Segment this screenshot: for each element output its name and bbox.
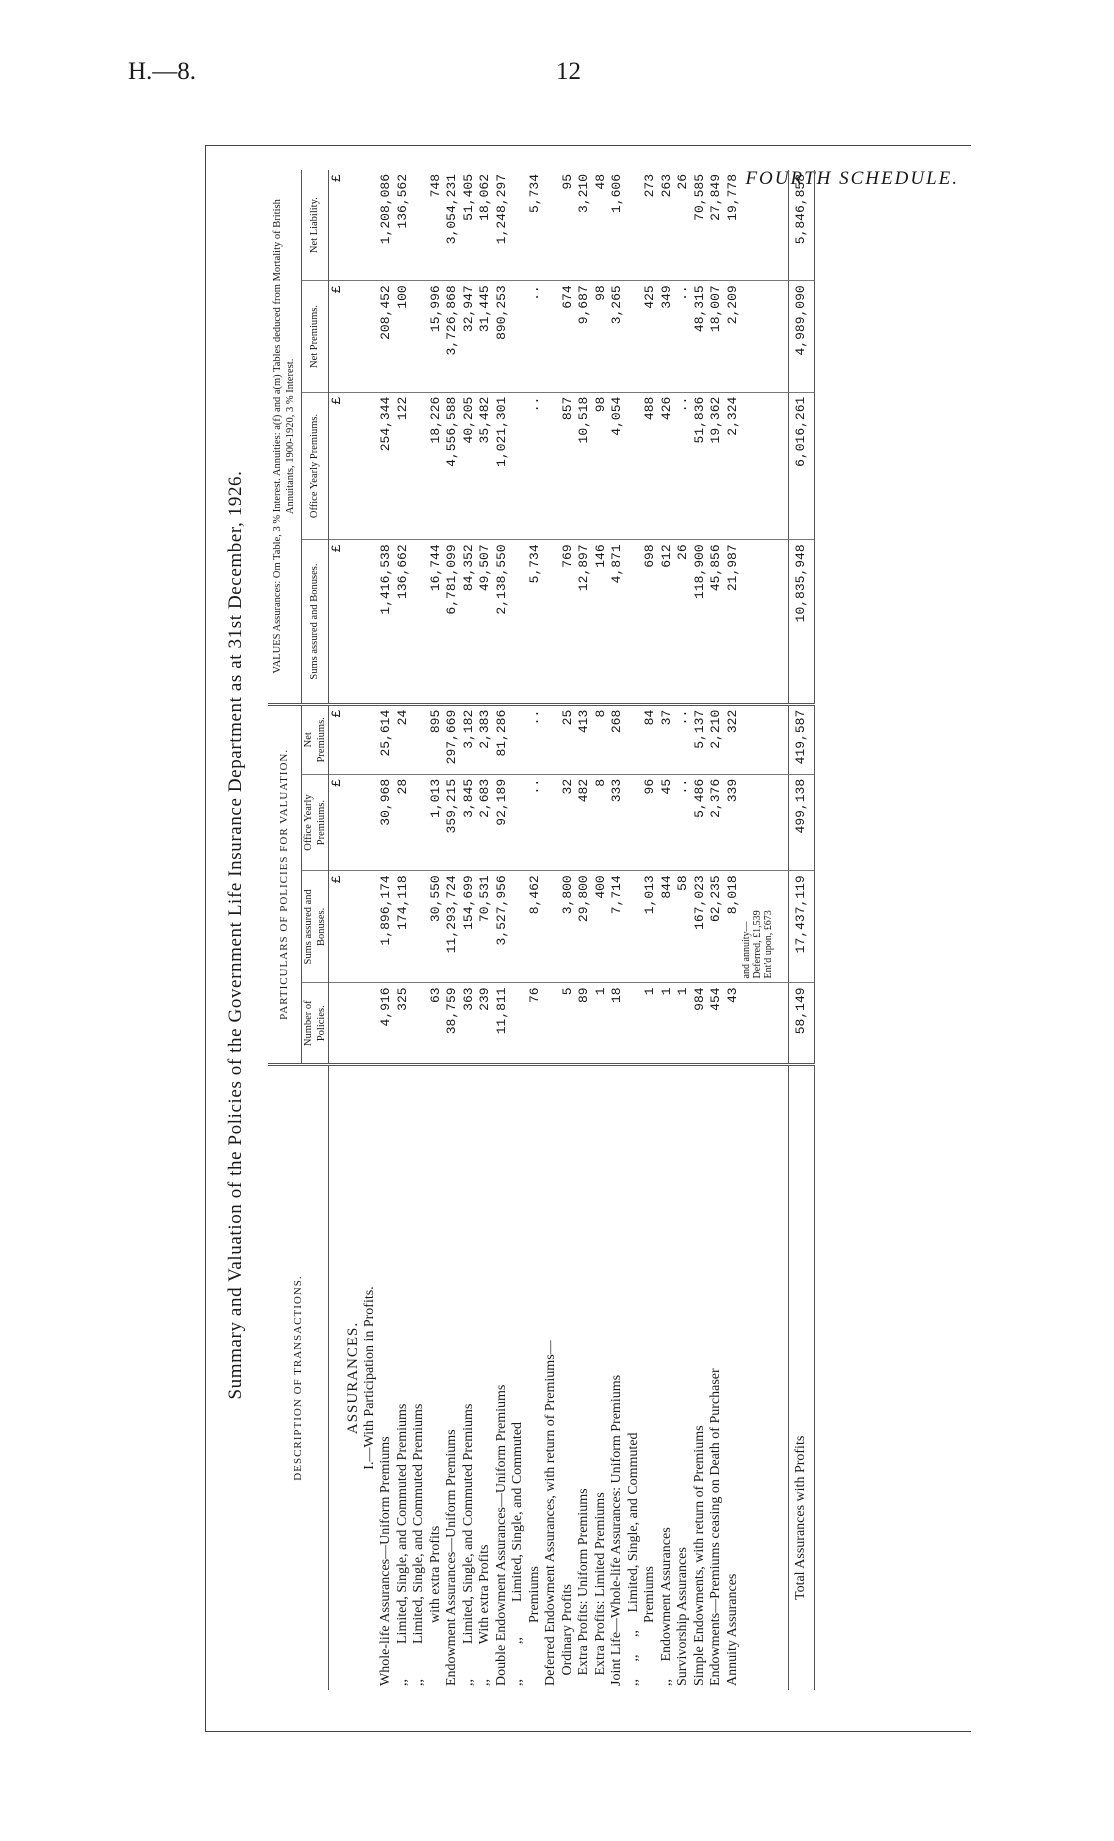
- cell-net: 297,669: [444, 704, 461, 774]
- cell-sums: [543, 871, 560, 983]
- total-v-sums: 10,835,948: [789, 540, 815, 704]
- main-title: Summary and Valuation of the Policies of the Government Life Insurance Department as at 31st December, 1926.: [225, 470, 246, 1400]
- table-row: [708, 170, 725, 1690]
- cell-v-liab: [510, 170, 527, 281]
- cell-v-liab: [626, 170, 643, 281]
- cell-v-liab: [543, 170, 560, 281]
- cell-office: 5,486: [692, 774, 709, 870]
- row-description: Ordinary Profits: [559, 1584, 575, 1686]
- cell-v-office: 51,836: [692, 392, 709, 540]
- cell-office: 1,013: [428, 774, 445, 870]
- table-row: [494, 170, 511, 1690]
- cell-office: [510, 774, 527, 870]
- cell-v-office: 488: [642, 392, 659, 540]
- cell-net: 8: [593, 704, 610, 774]
- cell-office: 32: [560, 774, 577, 870]
- cell-net: 2,210: [708, 704, 725, 774]
- cell-office: 45: [659, 774, 676, 870]
- cell-net: 2,383: [477, 704, 494, 774]
- cell-v-sums: 136,662: [395, 540, 412, 704]
- cell-v-office: 35,482: [477, 392, 494, 540]
- cell-policies: 1: [642, 983, 659, 1065]
- cell-v-office: ..: [675, 392, 692, 540]
- cell-v-liab: 748: [428, 170, 445, 281]
- cell-v-sums: [626, 540, 643, 704]
- table-row: [659, 170, 676, 1690]
- cell-v-sums: [411, 540, 428, 704]
- cell-v-net: 3,726,868: [444, 281, 461, 392]
- cell-policies: 325: [395, 983, 412, 1065]
- section-heading-row: [345, 170, 362, 1690]
- cell-net: 84: [642, 704, 659, 774]
- cell-office: 8: [593, 774, 610, 870]
- table-row: [593, 170, 610, 1690]
- table-row: [543, 170, 560, 1690]
- cell-office: [411, 774, 428, 870]
- cell-sums: 3,527,956: [494, 871, 511, 983]
- cell-policies: 43: [725, 983, 742, 1065]
- cell-policies: 1: [675, 983, 692, 1065]
- cell-v-liab: 51,405: [461, 170, 478, 281]
- cell-net: 322: [725, 704, 742, 774]
- cell-v-net: [543, 281, 560, 392]
- cell-sums: 30,550: [428, 871, 445, 983]
- cell-sums: [411, 871, 428, 983]
- cell-v-net: [626, 281, 643, 392]
- cell-office: ..: [675, 774, 692, 870]
- cell-office: 333: [609, 774, 626, 870]
- unit-v-office: £: [328, 392, 345, 540]
- cell-policies: 76: [527, 983, 544, 1065]
- unit-row: [328, 170, 345, 1690]
- cell-v-sums: 26: [675, 540, 692, 704]
- page-number: 12: [556, 58, 581, 85]
- cell-policies: [543, 983, 560, 1065]
- cell-v-office: 2,324: [725, 392, 742, 540]
- cell-v-sums: 21,987: [725, 540, 742, 704]
- cell-sums: 1,896,174: [378, 871, 395, 983]
- section-heading: ASSURANCES.: [345, 1321, 361, 1435]
- cell-v-liab: 1,208,086: [378, 170, 395, 281]
- cell-policies: 38,759: [444, 983, 461, 1065]
- row-description: Extra Profits: Uniform Premiums: [576, 1488, 591, 1686]
- cell-net: 37: [659, 704, 676, 774]
- row-description: ,, ,, Limited, Single, and Commuted: [510, 1421, 525, 1686]
- cell-net: 5,137: [692, 704, 709, 774]
- unit-office: £: [328, 774, 345, 870]
- cell-net: ..: [527, 704, 544, 774]
- cell-v-office: [510, 392, 527, 540]
- section-subheading: I.—With Participation in Profits.: [361, 1286, 377, 1470]
- cell-net: 895: [428, 704, 445, 774]
- col-v-net: Net Premiums.: [301, 281, 328, 392]
- cell-v-liab: 18,062: [477, 170, 494, 281]
- cell-policies: 984: [692, 983, 709, 1065]
- unit-sums: £: [328, 871, 345, 983]
- cell-sums: 167,023: [692, 871, 709, 983]
- cell-v-office: 10,518: [576, 392, 593, 540]
- unit-v-sums: £: [328, 540, 345, 704]
- table-row: [642, 170, 659, 1690]
- row-description: Deferred Endowment Assurances, with return of Premiums—: [543, 1340, 558, 1686]
- cell-office: 339: [725, 774, 742, 870]
- rotated-table-block: [210, 155, 955, 1715]
- cell-v-net: 208,452: [378, 281, 395, 392]
- cell-net: 81,286: [494, 704, 511, 774]
- particulars-header: PARTICULARS OF POLICIES FOR VALUATION.: [268, 704, 301, 1064]
- cell-policies: 4,916: [378, 983, 395, 1065]
- cell-v-net: 18,007: [708, 281, 725, 392]
- cell-v-net: 674: [560, 281, 577, 392]
- cell-policies: 63: [428, 983, 445, 1065]
- table-row: [576, 170, 593, 1690]
- cell-v-net: 15,996: [428, 281, 445, 392]
- total-label: Total Assurances with Profits: [789, 1065, 815, 1691]
- col-policies: Number of Policies.: [301, 983, 328, 1065]
- cell-office: 28: [395, 774, 412, 870]
- row-description: Endowment Assurances—Uniform Premiums: [444, 1429, 459, 1686]
- cell-v-sums: 6,781,099: [444, 540, 461, 704]
- cell-v-liab: 70,585: [692, 170, 709, 281]
- row-description: Double Endowment Assurances—Uniform Premiums: [493, 1384, 509, 1686]
- cell-sums: 58: [675, 871, 692, 983]
- unit-v-net: £: [328, 281, 345, 392]
- cell-office: 2,683: [477, 774, 494, 870]
- table-row: [725, 170, 742, 1690]
- cell-v-net: 31,445: [477, 281, 494, 392]
- row-description: Joint Life—Whole-life Assurances: Uniform Premiums: [609, 1374, 624, 1686]
- cell-v-net: 48,315: [692, 281, 709, 392]
- cell-net: [626, 704, 643, 774]
- cell-v-office: [411, 392, 428, 540]
- cell-v-net: 32,947: [461, 281, 478, 392]
- cell-net: 25,614: [378, 704, 395, 774]
- cell-policies: 5: [560, 983, 577, 1065]
- cell-sums: 8,462: [527, 871, 544, 983]
- cell-v-sums: 769: [560, 540, 577, 704]
- cell-office: 96: [642, 774, 659, 870]
- row-description: Whole-life Assurances—Uniform Premiums: [378, 1436, 393, 1686]
- table-row: [378, 170, 395, 1690]
- cell-v-liab: 48: [593, 170, 610, 281]
- cell-policies: 1: [593, 983, 610, 1065]
- cell-net: [411, 704, 428, 774]
- cell-policies: [626, 983, 643, 1065]
- cell-v-liab: [411, 170, 428, 281]
- cell-v-net: 425: [642, 281, 659, 392]
- cell-sums: [510, 871, 527, 983]
- table-row: [428, 170, 445, 1690]
- cell-v-office: 426: [659, 392, 676, 540]
- row-description: Annuity Assurances: [724, 1573, 740, 1686]
- cell-v-office: 40,205: [461, 392, 478, 540]
- cell-policies: 89: [576, 983, 593, 1065]
- total-net: 419,587: [789, 704, 815, 774]
- table-row: [395, 170, 412, 1690]
- cell-office: 2,376: [708, 774, 725, 870]
- cell-v-office: 18,226: [428, 392, 445, 540]
- cell-v-liab: 1,248,297: [494, 170, 511, 281]
- cell-v-net: 98: [593, 281, 610, 392]
- col-v-liab: Net Liability.: [301, 170, 328, 281]
- cell-office: ..: [527, 774, 544, 870]
- total-v-office: 6,016,261: [789, 392, 815, 540]
- page-reference: H.—8.: [128, 58, 197, 85]
- total-policies: 58,149: [789, 983, 815, 1065]
- cell-office: 482: [576, 774, 593, 870]
- cell-v-sums: 1,416,538: [378, 540, 395, 704]
- table-row: [477, 170, 494, 1690]
- cell-policies: 11,811: [494, 983, 511, 1065]
- col-v-office: Office Yearly Premiums.: [301, 392, 328, 540]
- total-sums: 17,437,119: [789, 871, 815, 983]
- cell-v-liab: 273: [642, 170, 659, 281]
- cell-office: [543, 774, 560, 870]
- cell-sums: 70,531: [477, 871, 494, 983]
- table-row: [626, 170, 643, 1690]
- cell-v-net: [411, 281, 428, 392]
- cell-v-liab: 136,562: [395, 170, 412, 281]
- cell-policies: 454: [708, 983, 725, 1065]
- cell-v-liab: 27,849: [708, 170, 725, 281]
- total-v-liab: 5,846,858: [789, 170, 815, 281]
- row-description: Simple Endowments, with return of Premiums: [691, 1425, 707, 1686]
- annuity-note-line: Ent'd upon, £673: [763, 910, 774, 979]
- cell-v-sums: 2,138,550: [494, 540, 511, 704]
- annuity-note: [741, 871, 774, 983]
- cell-policies: [510, 983, 527, 1065]
- cell-v-liab: 263: [659, 170, 676, 281]
- row-description: with extra Profits: [427, 1525, 443, 1686]
- row-description: Extra Profits: Limited Premiums: [592, 1492, 608, 1686]
- col-v-sums: Sums assured and Bonuses.: [301, 540, 328, 704]
- cell-v-net: [510, 281, 527, 392]
- table-row: [675, 170, 692, 1690]
- table-row: [609, 170, 626, 1690]
- values-label: VALUES: [272, 633, 284, 674]
- row-description: Premiums: [642, 1566, 657, 1686]
- cell-v-sums: 146: [593, 540, 610, 704]
- cell-v-office: 19,362: [708, 392, 725, 540]
- cell-office: 92,189: [494, 774, 511, 870]
- section-subheading-row: [362, 170, 379, 1690]
- schedule-heading: FOURTH SCHEDULE.: [745, 168, 959, 189]
- total-row: [789, 170, 815, 1690]
- row-description: ,, With extra Profits: [477, 1544, 492, 1686]
- cell-v-net: ..: [675, 281, 692, 392]
- total-v-net: 4,989,090: [789, 281, 815, 392]
- cell-v-office: 98: [593, 392, 610, 540]
- col-net: Net Premiums.: [301, 704, 328, 774]
- cell-net: ..: [675, 704, 692, 774]
- table-row: [444, 170, 461, 1690]
- values-header: [268, 170, 301, 704]
- cell-net: 24: [395, 704, 412, 774]
- cell-v-sums: 45,856: [708, 540, 725, 704]
- cell-v-office: 122: [395, 392, 412, 540]
- cell-sums: 8,018: [725, 871, 742, 983]
- cell-v-liab: 19,778: [725, 170, 742, 281]
- cell-v-liab: 3,210: [576, 170, 593, 281]
- cell-v-office: 1,021,301: [494, 392, 511, 540]
- cell-v-sums: [543, 540, 560, 704]
- row-description: Endowments—Premiums ceasing on Death of Purchaser: [708, 1368, 723, 1686]
- cell-net: 3,182: [461, 704, 478, 774]
- cell-net: 268: [609, 704, 626, 774]
- cell-v-net: 890,253: [494, 281, 511, 392]
- values-basis: Assurances: Om Table, 3 % Interest. Annuities: a(f) and a(m) Tables deduced from Mortality of British Annuitants, 1900-1920, 3 % Interest.: [272, 199, 297, 632]
- row-description: ,, ,, ,, Limited, Single, and Commuted: [625, 1432, 641, 1686]
- cell-v-sums: 5,734: [527, 540, 544, 704]
- cell-policies: 363: [461, 983, 478, 1065]
- row-description: Survivorship Assurances: [675, 1547, 690, 1686]
- cell-sums: 1,013: [642, 871, 659, 983]
- cell-v-sums: 118,900: [692, 540, 709, 704]
- cell-net: 25: [560, 704, 577, 774]
- cell-sums: 62,235: [708, 871, 725, 983]
- cell-v-liab: 1,606: [609, 170, 626, 281]
- cell-v-office: [543, 392, 560, 540]
- cell-v-sums: 698: [642, 540, 659, 704]
- description-header: DESCRIPTION OF TRANSACTIONS.: [268, 1065, 328, 1691]
- annuity-note-line: Deferred, £1,539: [752, 910, 763, 979]
- table-row: [527, 170, 544, 1690]
- cell-v-net: 349: [659, 281, 676, 392]
- cell-v-sums: 49,507: [477, 540, 494, 704]
- cell-office: 359,215: [444, 774, 461, 870]
- cell-policies: 1: [659, 983, 676, 1065]
- cell-v-net: 2,209: [725, 281, 742, 392]
- cell-v-sums: 12,897: [576, 540, 593, 704]
- unit-v-liab: £: [328, 170, 345, 281]
- cell-v-sums: 612: [659, 540, 676, 704]
- row-description: Premiums: [526, 1566, 542, 1686]
- table-row: [510, 170, 527, 1690]
- cell-v-liab: 95: [560, 170, 577, 281]
- annuity-note-line: and annuity—: [741, 921, 752, 979]
- cell-v-net: ..: [527, 281, 544, 392]
- cell-v-sums: 84,352: [461, 540, 478, 704]
- cell-sums: 3,800: [560, 871, 577, 983]
- cell-sums: [626, 871, 643, 983]
- cell-v-liab: 5,734: [527, 170, 544, 281]
- cell-sums: 844: [659, 871, 676, 983]
- table-row: [560, 170, 577, 1690]
- cell-v-sums: [510, 540, 527, 704]
- cell-office: [626, 774, 643, 870]
- table-row: [692, 170, 709, 1690]
- col-sums: Sums assured and Bonuses.: [301, 871, 328, 983]
- cell-v-liab: 26: [675, 170, 692, 281]
- cell-sums: 7,714: [609, 871, 626, 983]
- table-row: [411, 170, 428, 1690]
- cell-office: 30,968: [378, 774, 395, 870]
- col-office: Office Yearly Premiums.: [301, 774, 328, 870]
- cell-v-office: [626, 392, 643, 540]
- annuity-note-row: [741, 170, 774, 1690]
- cell-v-net: 3,265: [609, 281, 626, 392]
- cell-net: 413: [576, 704, 593, 774]
- cell-sums: 154,699: [461, 871, 478, 983]
- cell-v-office: ..: [527, 392, 544, 540]
- cell-v-office: 254,344: [378, 392, 395, 540]
- row-description: ,, Limited, Single, and Commuted Premiums: [460, 1403, 476, 1686]
- valuation-table: [268, 170, 815, 1690]
- cell-sums: 400: [593, 871, 610, 983]
- total-office: 499,138: [789, 774, 815, 870]
- table-row: [461, 170, 478, 1690]
- cell-policies: 239: [477, 983, 494, 1065]
- cell-v-office: 4,054: [609, 392, 626, 540]
- row-description: ,, Limited, Single, and Commuted Premiums: [394, 1403, 410, 1686]
- unit-net: £: [328, 704, 345, 774]
- cell-v-sums: 4,871: [609, 540, 626, 704]
- row-description: ,, Limited, Single, and Commuted Premiums: [411, 1403, 426, 1686]
- cell-v-office: 857: [560, 392, 577, 540]
- cell-policies: 18: [609, 983, 626, 1065]
- row-description: ,, Endowment Assurances: [658, 1527, 674, 1686]
- cell-net: [543, 704, 560, 774]
- cell-v-net: 100: [395, 281, 412, 392]
- cell-sums: 11,293,724: [444, 871, 461, 983]
- cell-office: 3,845: [461, 774, 478, 870]
- cell-v-net: 9,687: [576, 281, 593, 392]
- cell-net: [510, 704, 527, 774]
- cell-v-liab: 3,054,231: [444, 170, 461, 281]
- cell-v-office: 4,556,588: [444, 392, 461, 540]
- cell-policies: [411, 983, 428, 1065]
- cell-sums: 29,800: [576, 871, 593, 983]
- cell-sums: 174,118: [395, 871, 412, 983]
- cell-v-sums: 16,744: [428, 540, 445, 704]
